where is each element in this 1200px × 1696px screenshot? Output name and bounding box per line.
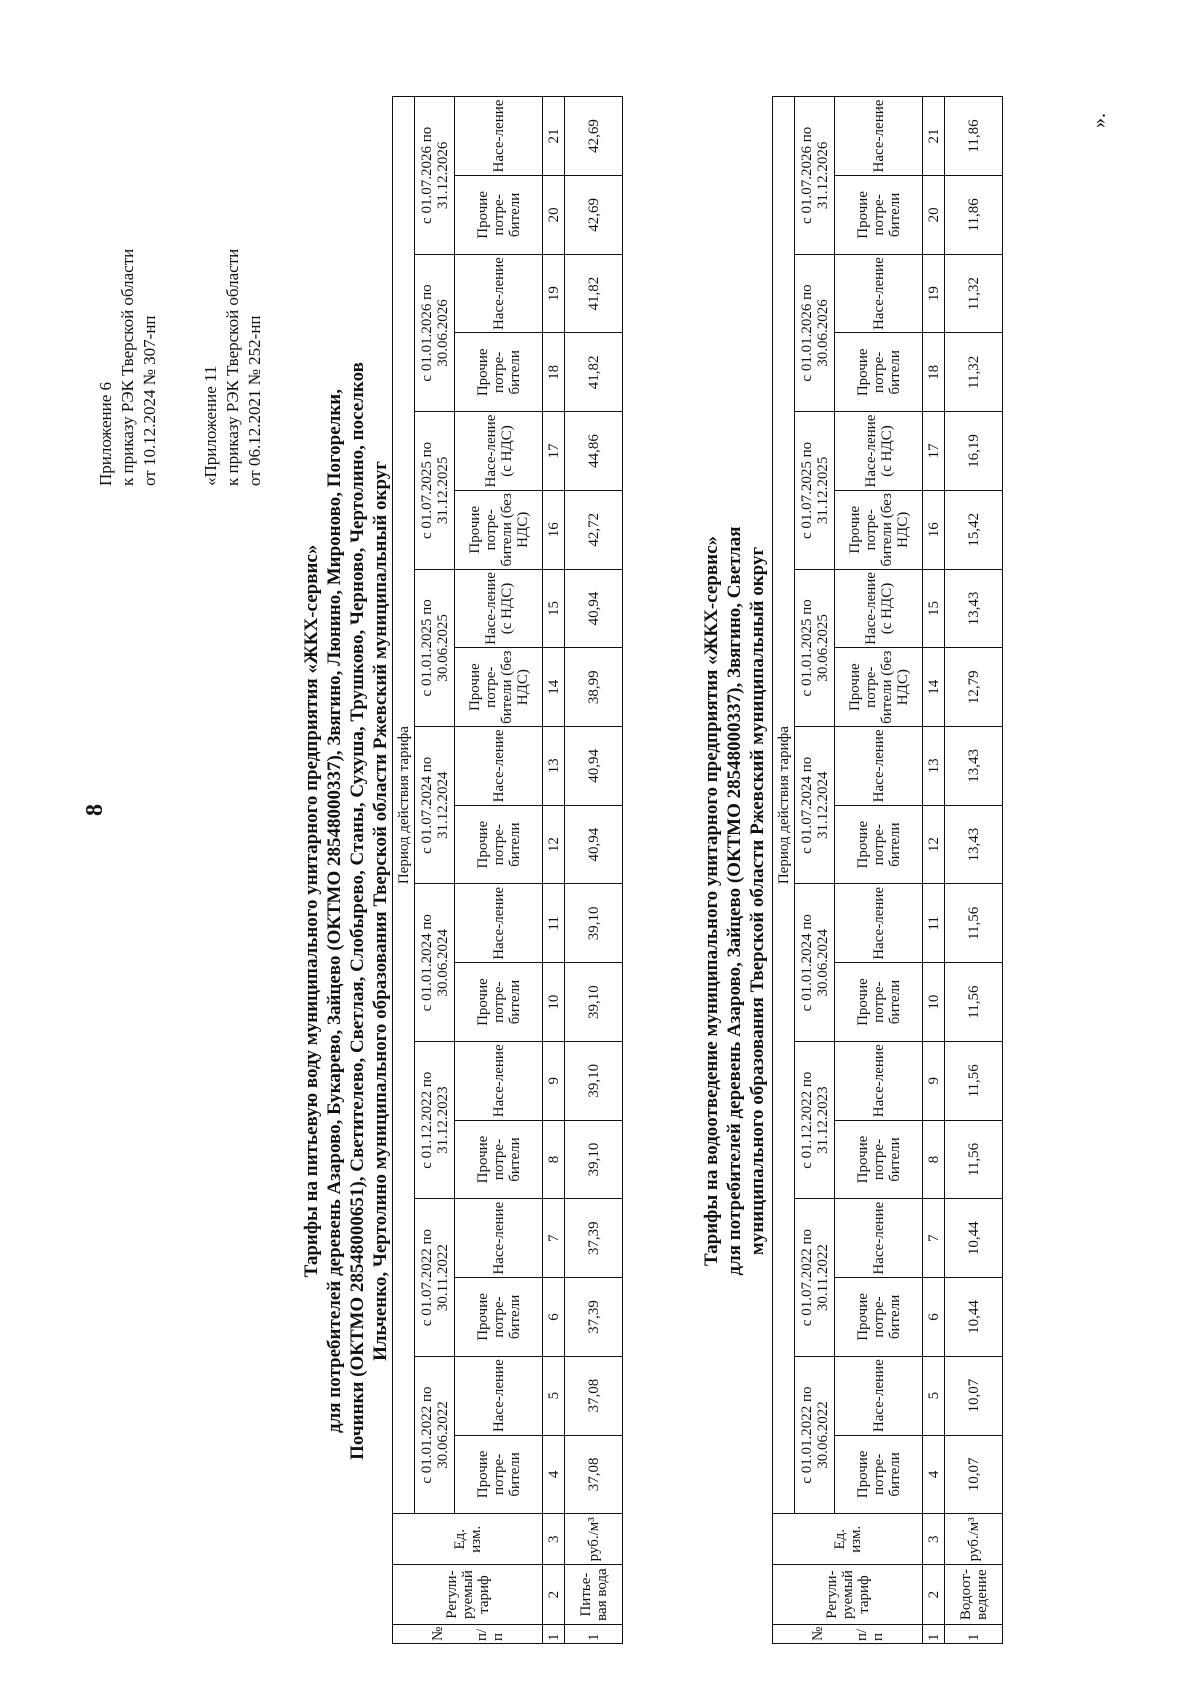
index-cell: 11	[923, 884, 945, 963]
index-cell: 6	[923, 1278, 945, 1357]
index-cell: 20	[923, 176, 945, 255]
value-cell: 11,56	[945, 1041, 1003, 1120]
value-cell: 12,79	[945, 648, 1003, 727]
value-cell: 11,86	[945, 97, 1003, 176]
num-header-top: №	[809, 1626, 826, 1641]
consumer-header: Прочие потре-бители	[455, 1435, 543, 1514]
index-cell: 1	[923, 1624, 945, 1643]
period-cell: с 01.01.2026 по 30.06.2026	[795, 254, 835, 411]
index-cell: 15	[923, 569, 945, 648]
consumer-header: Насе-ление	[835, 97, 923, 176]
column-index-row	[923, 97, 945, 1644]
value-cell: 37,39	[565, 1199, 623, 1278]
consumer-header: Прочие потре-бители	[835, 963, 923, 1042]
consumer-header: Насе-ление	[455, 1356, 543, 1435]
consumer-header: Прочие потре-бители	[455, 963, 543, 1042]
consumer-header: Насе-ление	[455, 97, 543, 176]
num-header	[393, 1624, 543, 1643]
consumer-header: Прочие потре-бители	[835, 1120, 923, 1199]
value-cell: 42,69	[565, 97, 623, 176]
appendix-line: к приказу РЭК Тверской области	[223, 248, 242, 486]
period-cell: с 01.07.2026 по 31.12.2026	[795, 97, 835, 255]
num-header	[773, 1624, 923, 1643]
appendix-line: Приложение 6	[96, 382, 115, 486]
index-cell: 14	[923, 648, 945, 727]
value-cell: 40,94	[565, 727, 623, 806]
consumer-header: Насе-ление (с НДС)	[835, 412, 923, 491]
value-cell: 10,44	[945, 1199, 1003, 1278]
row-unit: руб./м³	[945, 1514, 1003, 1565]
title-line: для потребителей деревень Азарово, Зайцево (ОКТМО 28548000337), Звягино, Светлая	[724, 526, 745, 1276]
index-cell: 15	[543, 569, 565, 648]
consumer-header: Прочие потре-бители (без НДС)	[835, 490, 923, 569]
table-row	[565, 97, 623, 1644]
appendix-line: к приказу РЭК Тверской области	[118, 248, 137, 486]
appendix-header	[95, 249, 161, 486]
index-cell: 7	[543, 1199, 565, 1278]
index-cell: 11	[543, 884, 565, 963]
consumer-header: Насе-ление (с НДС)	[455, 412, 543, 491]
consumer-header: Насе-ление	[835, 254, 923, 333]
period-cell: с 01.07.2024 по 31.12.2024	[415, 727, 455, 884]
index-cell: 6	[543, 1278, 565, 1357]
value-cell: 39,10	[565, 963, 623, 1042]
table2	[772, 96, 1003, 1644]
num-header-bottom: п/п	[853, 1628, 886, 1641]
consumer-header: Прочие потре-бители	[455, 1278, 543, 1357]
value-cell: 11,32	[945, 333, 1003, 412]
consumer-header: Прочие потре-бители	[835, 805, 923, 884]
value-cell: 44,86	[565, 412, 623, 491]
tariff-header: Регули-руемый тариф	[773, 1565, 923, 1625]
previous-appendix-header	[200, 249, 266, 486]
title-line: для потребителей деревень Азарово, Букарево, Зайцево (ОКТМО 28548000337), Звягино, Люнино, Мироново, Погорелки,	[324, 389, 345, 1433]
row-tariff: Питье-вая вода	[565, 1565, 623, 1625]
value-cell: 40,94	[565, 805, 623, 884]
period-cell: с 01.12.2022 по 31.12.2023	[795, 1041, 835, 1198]
index-cell: 12	[543, 805, 565, 884]
page-number: 8	[82, 804, 108, 816]
consumer-header: Прочие потре-бители	[835, 176, 923, 255]
index-cell: 16	[923, 490, 945, 569]
index-cell: 4	[543, 1435, 565, 1514]
consumer-header: Насе-ление	[835, 1356, 923, 1435]
table1-title	[300, 256, 392, 1566]
table-row	[945, 97, 1003, 1644]
period-cell: с 01.07.2022 по 30.11.2022	[795, 1199, 835, 1356]
index-cell: 10	[923, 963, 945, 1042]
index-cell: 19	[923, 254, 945, 333]
consumer-header: Насе-ление	[455, 884, 543, 963]
appendix-line: от 10.12.2024 № 307-нп	[140, 315, 159, 486]
value-cell: 11,56	[945, 1120, 1003, 1199]
consumer-header: Прочие потре-бители (без НДС)	[455, 648, 543, 727]
value-cell: 11,32	[945, 254, 1003, 333]
index-cell: 13	[923, 727, 945, 806]
value-cell: 10,07	[945, 1356, 1003, 1435]
period-cell: с 01.07.2025 по 31.12.2025	[795, 412, 835, 569]
row-unit: руб./м³	[565, 1514, 623, 1565]
index-cell: 9	[543, 1041, 565, 1120]
consumer-header: Насе-ление	[455, 1199, 543, 1278]
value-cell: 37,08	[565, 1356, 623, 1435]
index-cell: 12	[923, 805, 945, 884]
consumer-header: Насе-ление (с НДС)	[455, 569, 543, 648]
index-cell: 18	[543, 333, 565, 412]
value-cell: 13,43	[945, 805, 1003, 884]
value-cell: 37,08	[565, 1435, 623, 1514]
value-cell: 16,19	[945, 412, 1003, 491]
consumer-header: Прочие потре-бители	[835, 1435, 923, 1514]
value-cell: 13,43	[945, 569, 1003, 648]
index-cell: 4	[923, 1435, 945, 1514]
column-index-row	[543, 97, 565, 1644]
closing-quote-mark: ».	[1088, 113, 1110, 128]
consumer-header: Прочие потре-бители	[455, 333, 543, 412]
value-cell: 39,10	[565, 884, 623, 963]
row-number: 1	[565, 1624, 623, 1643]
index-cell: 19	[543, 254, 565, 333]
period-cell: с 01.01.2026 по 30.06.2026	[415, 254, 455, 411]
value-cell: 41,82	[565, 333, 623, 412]
index-cell: 1	[543, 1624, 565, 1643]
period-cell: с 01.01.2024 по 30.06.2024	[415, 884, 455, 1041]
index-cell: 17	[543, 412, 565, 491]
period-header: Период действия тарифа	[773, 97, 795, 1514]
index-cell: 13	[543, 727, 565, 806]
index-cell: 2	[923, 1565, 945, 1625]
index-cell: 8	[923, 1120, 945, 1199]
consumer-header: Прочие потре-бители	[455, 176, 543, 255]
period-cell: с 01.12.2022 по 31.12.2023	[415, 1041, 455, 1198]
title-line: Тарифы на питьевую воду муниципального унитарного предприятия «ЖКХ-сервис»	[301, 544, 322, 1278]
value-cell: 42,69	[565, 176, 623, 255]
value-cell: 11,56	[945, 884, 1003, 963]
appendix-line: «Приложение 11	[201, 365, 220, 486]
consumer-header: Прочие потре-бители	[835, 1278, 923, 1357]
value-cell: 39,10	[565, 1120, 623, 1199]
consumer-header: Насе-ление	[455, 254, 543, 333]
period-cell: с 01.07.2025 по 31.12.2025	[415, 412, 455, 569]
consumer-header: Прочие потре-бители	[455, 805, 543, 884]
num-header-bottom: п/п	[473, 1628, 506, 1641]
consumer-header: Насе-ление	[835, 727, 923, 806]
period-cell: с 01.07.2022 по 30.11.2022	[415, 1199, 455, 1356]
tariff-header: Регули-руемый тариф	[393, 1565, 543, 1625]
period-cell: с 01.07.2026 по 31.12.2026	[415, 97, 455, 255]
consumer-header: Прочие потре-бители	[835, 333, 923, 412]
consumer-header: Насе-ление	[455, 1041, 543, 1120]
consumer-header: Прочие потре-бители (без НДС)	[455, 490, 543, 569]
consumer-header: Насе-ление (с НДС)	[835, 569, 923, 648]
consumer-header: Насе-ление	[835, 1041, 923, 1120]
period-header: Период действия тарифа	[393, 97, 415, 1514]
row-tariff: Водоот-ведение	[945, 1565, 1003, 1625]
index-cell: 17	[923, 412, 945, 491]
index-cell: 2	[543, 1565, 565, 1625]
value-cell: 37,39	[565, 1278, 623, 1357]
period-cell: с 01.01.2025 по 30.06.2025	[795, 569, 835, 726]
title-line: Тарифы на водоотведение муниципального унитарного предприятия «ЖКХ-сервис»	[701, 535, 722, 1267]
index-cell: 20	[543, 176, 565, 255]
index-cell: 18	[923, 333, 945, 412]
unit-header: Ед. изм.	[393, 1514, 543, 1565]
value-cell: 39,10	[565, 1041, 623, 1120]
period-cell: с 01.01.2024 по 30.06.2024	[795, 884, 835, 1041]
consumer-header: Насе-ление	[835, 884, 923, 963]
row-number: 1	[945, 1624, 1003, 1643]
period-cell: с 01.07.2024 по 31.12.2024	[795, 727, 835, 884]
index-cell: 7	[923, 1199, 945, 1278]
value-cell: 13,43	[945, 727, 1003, 806]
unit-header: Ед. изм.	[773, 1514, 923, 1565]
value-cell: 15,42	[945, 490, 1003, 569]
consumer-header: Прочие потре-бители	[455, 1120, 543, 1199]
consumer-header: Насе-ление	[835, 1199, 923, 1278]
index-cell: 16	[543, 490, 565, 569]
title-line: Починки (ОКТМО 28548000651), Светителево, Светлая, Слобырево, Станы, Сухуша, Трушково, Черново, Чертолино, поселков	[347, 362, 368, 1460]
title-line: Ильченко, Чертолино муниципального образования Тверской области Ржевский муниципальный округ	[370, 461, 391, 1361]
value-cell: 11,86	[945, 176, 1003, 255]
value-cell: 10,44	[945, 1278, 1003, 1357]
index-cell: 9	[923, 1041, 945, 1120]
index-cell: 14	[543, 648, 565, 727]
num-header-top: №	[429, 1626, 446, 1641]
period-cell: с 01.01.2022 по 30.06.2022	[415, 1356, 455, 1513]
index-cell: 3	[543, 1514, 565, 1565]
appendix-line: от 06.12.2021 № 252-нп	[245, 315, 264, 486]
value-cell: 38,99	[565, 648, 623, 727]
index-cell: 3	[923, 1514, 945, 1565]
index-cell: 21	[543, 97, 565, 176]
index-cell: 21	[923, 97, 945, 176]
consumer-header: Прочие потре-бители (без НДС)	[835, 648, 923, 727]
table2-title	[700, 436, 769, 1366]
index-cell: 10	[543, 963, 565, 1042]
value-cell: 10,07	[945, 1435, 1003, 1514]
period-cell: с 01.01.2025 по 30.06.2025	[415, 569, 455, 726]
value-cell: 40,94	[565, 569, 623, 648]
period-cell: с 01.01.2022 по 30.06.2022	[795, 1356, 835, 1513]
value-cell: 42,72	[565, 490, 623, 569]
consumer-header: Насе-ление	[455, 727, 543, 806]
value-cell: 11,56	[945, 963, 1003, 1042]
index-cell: 5	[923, 1356, 945, 1435]
value-cell: 41,82	[565, 254, 623, 333]
index-cell: 8	[543, 1120, 565, 1199]
title-line: муниципального образования Тверской области Ржевский муниципальный округ	[747, 546, 768, 1256]
table1	[392, 96, 623, 1644]
index-cell: 5	[543, 1356, 565, 1435]
